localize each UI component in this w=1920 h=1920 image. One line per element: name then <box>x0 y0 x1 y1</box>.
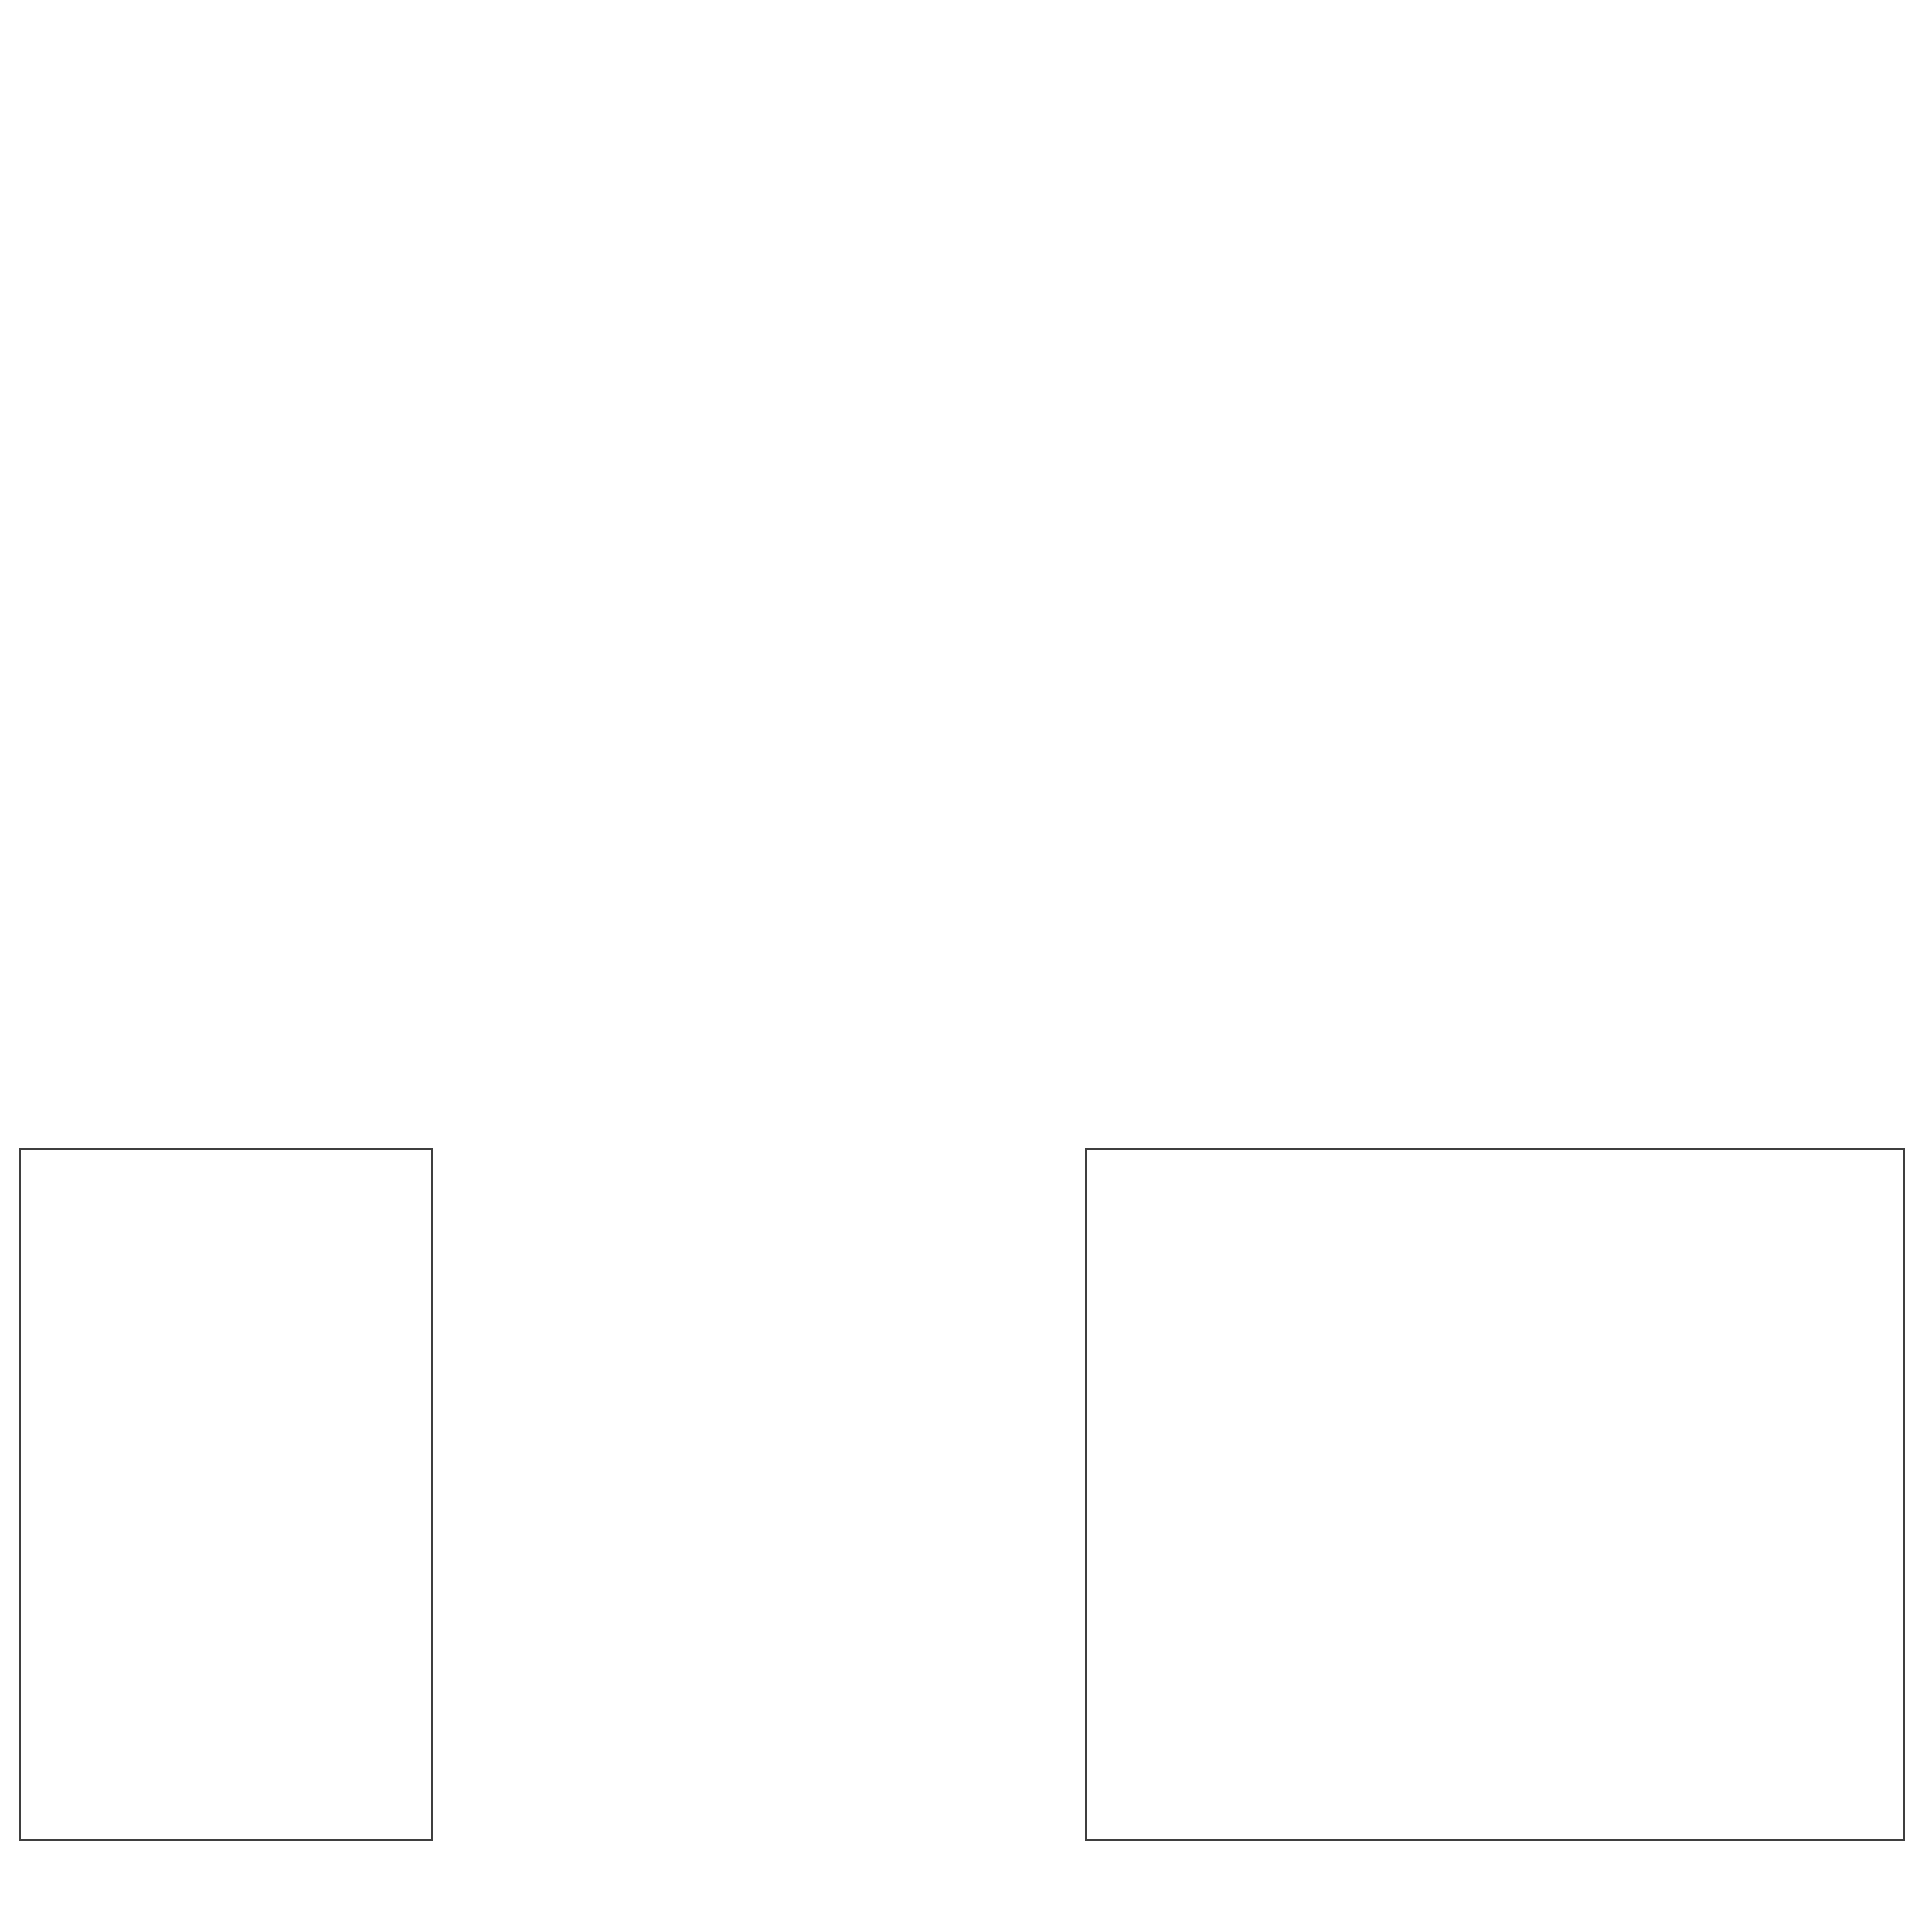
matrix-panel <box>1085 1148 1905 1841</box>
set-size-panel <box>19 1148 433 1841</box>
intersection-size-axis-title <box>410 430 434 770</box>
